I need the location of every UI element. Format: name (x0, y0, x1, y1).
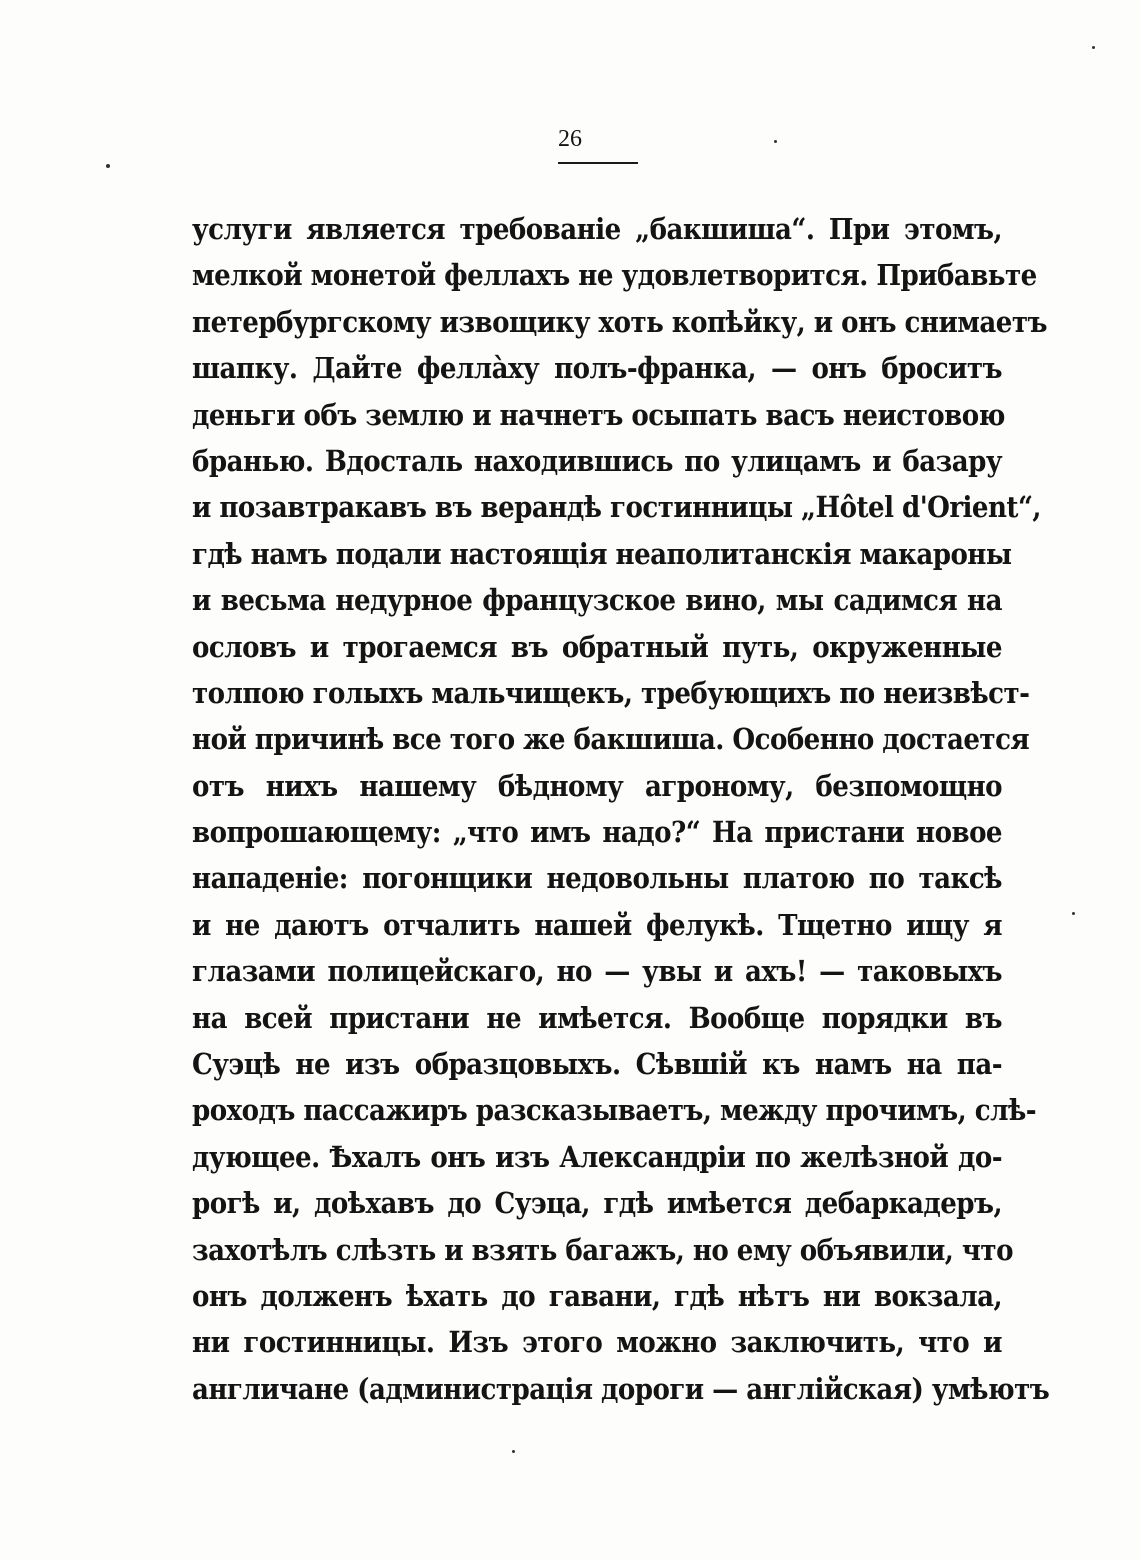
text-line: дующее. Ѣхалъ онъ изъ Александріи по желѣзной до- (192, 1139, 1002, 1174)
text-line: деньги объ землю и начнетъ осыпать васъ неистовою (192, 397, 1005, 432)
scan-speck (1072, 912, 1075, 915)
text-line: петербургскому извощику хоть копѣйку, и онъ снимаетъ (192, 304, 1047, 339)
text-line: Суэцѣ не изъ образцовыхъ. Сѣвшій къ намъ на па- (192, 1047, 1002, 1082)
text-line: онъ долженъ ѣхать до гавани, гдѣ нѣтъ ни вокзала, (192, 1278, 1002, 1313)
text-line: мелкой монетой феллахъ не удовлетворится. Прибавьте (192, 258, 1037, 293)
text-line: услуги является требованіе „бакшиша“. При этомъ, (192, 212, 1002, 246)
text-line: рогѣ и, доѣхавъ до Суэца, гдѣ имѣется дебаркадеръ, (192, 1186, 1002, 1221)
text-line: толпою голыхъ мальчищекъ, требующихъ по неизвѣст- (192, 675, 1030, 710)
scan-speck (512, 1450, 515, 1453)
scan-speck (106, 164, 110, 168)
text-line: бранью. Вдосталь находившись по улицамъ и базару (192, 443, 1002, 478)
text-line: и весьма недурное французское вино, мы садимся на (192, 583, 1002, 618)
text-line: отъ нихъ нашему бѣдному агроному, безпомощно (192, 768, 1002, 803)
scan-speck (1092, 46, 1095, 49)
text-line: захотѣлъ слѣзть и взять багажъ, но ему объявили, что (192, 1232, 1013, 1267)
text-line: на всей пристани не имѣется. Вообще порядки въ (192, 1000, 1002, 1035)
text-line: и позавтракавъ въ верандѣ гостинницы „Hôtel d'Orient“, (192, 490, 1041, 525)
page-number: 26 (558, 126, 582, 152)
text-line: роходъ пассажиръ разсказываетъ, между прочимъ, слѣ- (192, 1093, 1037, 1128)
text-line: нападеніе: погонщики недовольны платою по таксѣ (192, 861, 1002, 896)
body-text (192, 206, 1050, 1412)
text-line: и не даютъ отчалить нашей фелукѣ. Тщетно ищу я (192, 907, 1002, 942)
text-line: глазами полицейскаго, но — увы и ахъ! — таковыхъ (192, 954, 1002, 989)
text-line: ной причинѣ все того же бакшиша. Особенно достается (192, 722, 1030, 757)
text-line: гдѣ намъ подали настоящія неаполитанскія макароны (192, 536, 1012, 571)
text-line: шапку. Дайте феллàху полъ-франка, — онъ броситъ (192, 351, 1002, 386)
text-line: англичане (администрація дороги — англійская) умѣютъ (192, 1371, 1050, 1406)
text-line: ословъ и трогаемся въ обратный путь, окруженные (192, 629, 1002, 664)
scan-speck (774, 140, 777, 143)
page-number-rule (558, 162, 638, 164)
text-line: ни гостинницы. Изъ этого можно заключить, что и (192, 1325, 1002, 1360)
text-line: вопрошающему: „что имъ надо?“ На пристани новое (192, 815, 1002, 850)
